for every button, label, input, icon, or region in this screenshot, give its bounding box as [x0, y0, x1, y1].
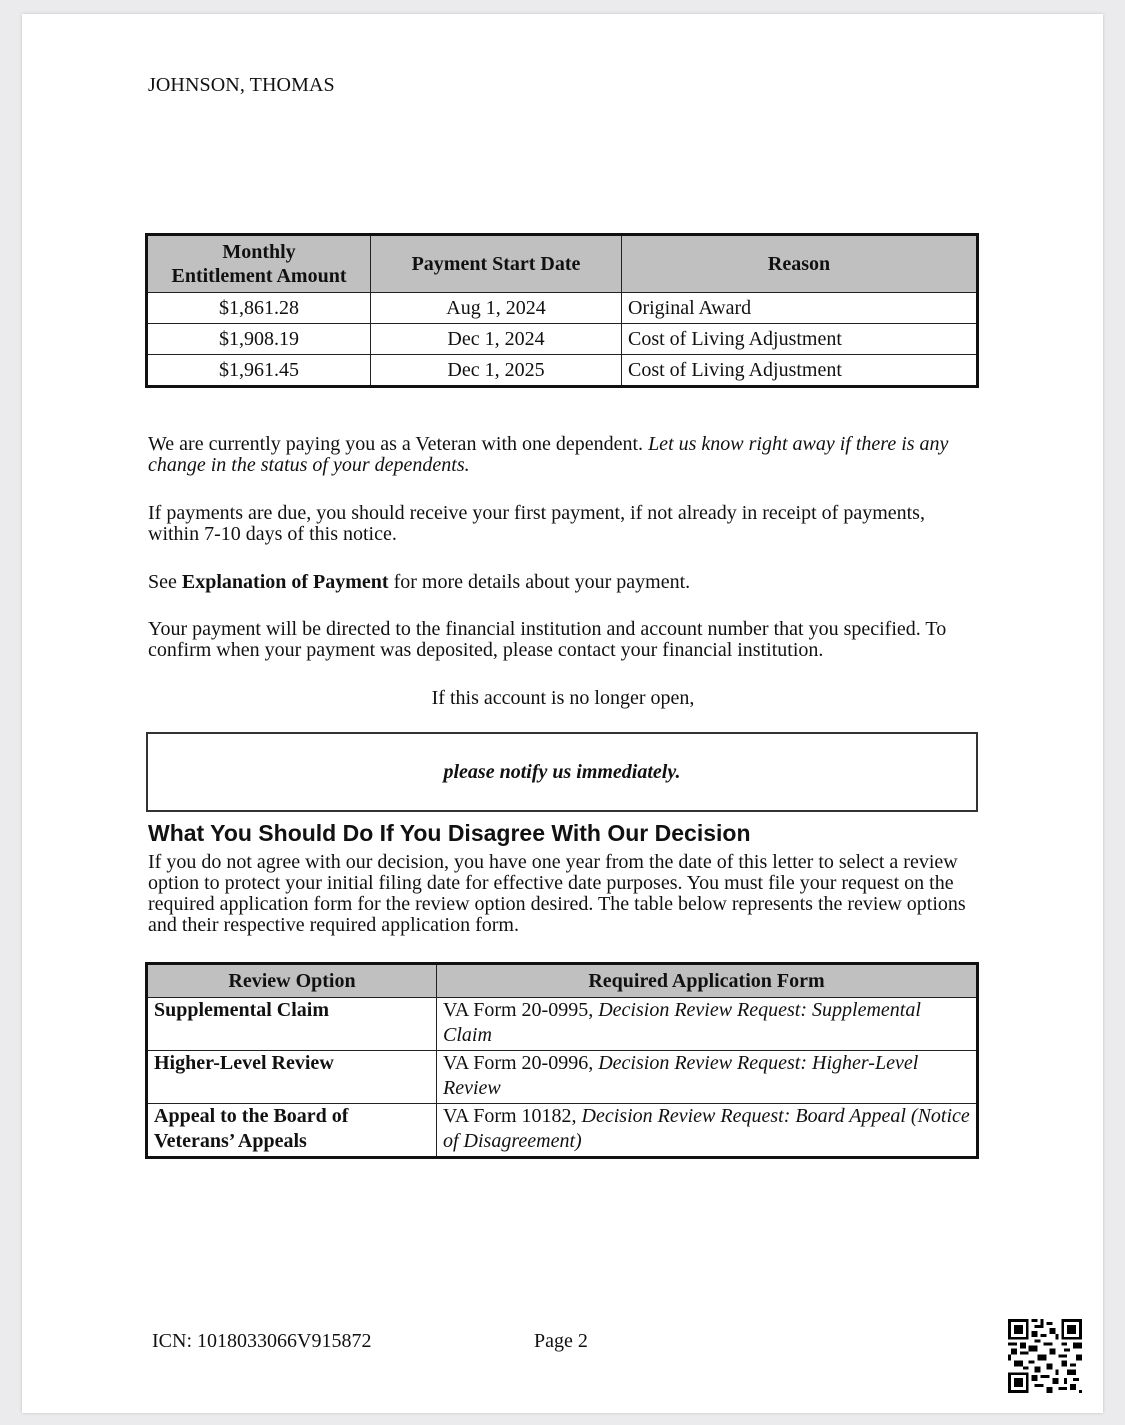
- explanation-paragraph: See Explanation of Payment for more details about your payment.: [148, 571, 691, 593]
- start-date-cell: Dec 1, 2024: [371, 324, 622, 355]
- recipient-name: JOHNSON, THOMAS: [148, 74, 335, 96]
- disagree-heading: What You Should Do If You Disagree With Our Decision: [148, 820, 751, 846]
- form-cell: VA Form 20-0995, Decision Review Request: Supplemental Claim: [437, 998, 978, 1051]
- dependents-text: We are currently paying you as a Veteran with one dependent.: [148, 433, 649, 455]
- dependents-notice: Let us know right away if there is any change in the status of your dependents.: [148, 433, 949, 476]
- page-number: Page 2: [534, 1330, 588, 1352]
- start-date-cell: Dec 1, 2025: [371, 355, 622, 387]
- review-option-cell: Appeal to the Board of Veterans’ Appeals: [147, 1104, 437, 1158]
- review-option-cell: Higher-Level Review: [147, 1051, 437, 1104]
- start-date-cell: Aug 1, 2024: [371, 293, 622, 324]
- dependents-paragraph: [148, 434, 978, 476]
- entitlement-table: [145, 233, 979, 388]
- table-row: [147, 998, 978, 1051]
- notify-text: please notify us immediately.: [443, 760, 681, 783]
- amount-cell: $1,908.19: [147, 324, 371, 355]
- disagree-paragraph: If you do not agree with our decision, you have one year from the date of this letter to select a review option to protect your initial filing date for effective date purposes. You must file your request on the required application form for the review option desired. The table below represents the review options and their respective required application form.: [148, 851, 966, 936]
- reason-cell: Cost of Living Adjustment: [622, 355, 978, 387]
- header-review-option: Review Option: [147, 964, 437, 998]
- header-required-form: Required Application Form: [437, 964, 978, 998]
- amount-cell: $1,861.28: [147, 293, 371, 324]
- explanation-of-payment-ref: Explanation of Payment: [181, 571, 389, 593]
- review-option-cell: Supplemental Claim: [147, 998, 437, 1051]
- table-row: [147, 355, 978, 387]
- table-row: [147, 1051, 978, 1104]
- reason-cell: Cost of Living Adjustment: [622, 324, 978, 355]
- notify-box: [146, 732, 978, 812]
- form-cell: VA Form 20-0996, Decision Review Request: Higher-Level Review: [437, 1051, 978, 1104]
- table-row: [147, 324, 978, 355]
- icn-number: ICN: 1018033066V915872: [152, 1330, 372, 1352]
- form-cell: VA Form 10182, Decision Review Request: Board Appeal (Notice of Disagreement): [437, 1104, 978, 1158]
- table-header-row: [147, 964, 978, 998]
- review-options-table: [145, 962, 979, 1159]
- account-closed-text: If this account is no longer open,: [431, 687, 695, 709]
- table-row: [147, 1104, 978, 1158]
- table-header-row: [147, 235, 978, 293]
- header-reason: Reason: [622, 235, 978, 293]
- reason-cell: Original Award: [622, 293, 978, 324]
- qr-code-icon: [1007, 1319, 1083, 1393]
- header-payment-start-date: Payment Start Date: [371, 235, 622, 293]
- header-monthly-amount: Monthly Entitlement Amount: [147, 235, 371, 293]
- payment-timing-paragraph: If payments are due, you should receive your first payment, if not already in receipt of payments, within 7-10 days of this notice.: [148, 502, 925, 545]
- deposit-paragraph: Your payment will be directed to the financial institution and account number that you specified. To confirm when your payment was deposited, please contact your financial institution.: [148, 618, 947, 661]
- table-row: [147, 293, 978, 324]
- amount-cell: $1,961.45: [147, 355, 371, 387]
- letter-page: [22, 14, 1103, 1413]
